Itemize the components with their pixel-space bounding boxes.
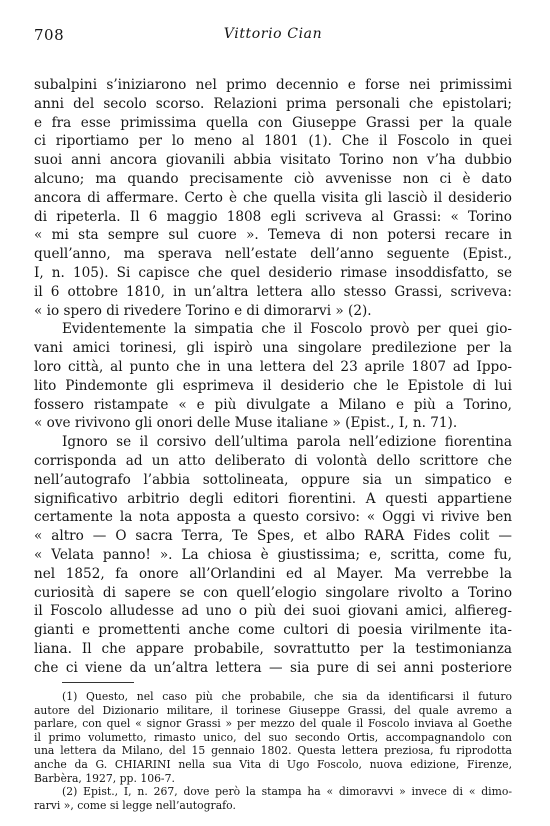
text-line: gianti e promettenti anche come cultori di poesia virilmente ita- [34,622,512,639]
page-number: 708 [34,26,65,44]
text-line: « Velata panno! ». La chiosa è giustissima; e, scritta, come fu, [34,546,512,563]
text-line: vani amici torinesi, gli ispirò una singolare predilezione per la [34,340,512,357]
footnotes [34,682,512,812]
text-line: nel 1852, fa onore all’Orlandini ed al Mayer. Ma verrebbe la [34,565,512,582]
text-line: Evidentemente la simpatia che il Foscolo provò per quei gio- [62,321,512,338]
text-line: e fra esse primissima quella con Giuseppe Grassi per la quale [34,114,512,131]
text-line: il 6 ottobre 1810, in un’altra lettera allo stesso Grassi, scriveva: [34,283,512,300]
text-line: il Foscolo alludesse ad uno o più dei suoi giovani amici, alfiereg- [34,603,512,620]
text-line: ci riportiamo per lo meno al 1801 (1). Che il Foscolo in quei [34,133,512,150]
text-line: fossero ristampate « e più divulgate a Milano e più a Torino, [34,396,512,413]
footnote-line: (2) Epist., I, n. 267, dove però la stampa ha « dimoravvi » invece di « dimo- [62,785,512,799]
text-line: anni del secolo scorso. Relazioni prima personali che epistolari; [34,95,512,112]
text-line: I, n. 105). Si capisce che quel desiderio rimase insoddisfatto, se [34,264,512,281]
footnote-rule [62,682,134,683]
text-line: « ove rivivono gli onori delle Muse italiane » (Epist., I, n. 71). [34,415,458,432]
footnote-line: (1) Questo, nel caso più che probabile, che sia da identificarsi il futuro [62,690,512,703]
text-line: subalpini s’iniziarono nel primo decennio e forse nei primissimi [34,77,512,93]
main-text [34,76,512,678]
text-line: corrisponda ad un atto deliberato di volontà dello scrittore che [34,452,512,469]
text-line: ancora di affermare. Certo è che quella visita gli lasciò il desiderio [34,189,512,206]
text-line: « io spero di rivedere Torino e di dimorarvi » (2). [34,302,372,319]
footnote-line: Barbèra, 1927, pp. 106-7. [34,771,175,785]
text-line: che ci viene da un’altra lettera — sia pure di sei anni posteriore [34,659,512,676]
footnote-line: rarvi », come si legge nell’autografo. [34,798,236,812]
text-line: di ripeterla. Il 6 maggio 1808 egli scriveva al Grassi: « Torino [34,208,512,225]
text-line: quell’anno, ma sperava nell’estate dell’anno seguente (Epist., [34,246,512,263]
text-line: loro città, al punto che in una lettera del 23 aprile 1807 ad Ippo- [34,358,512,375]
text-line: certamente la nota apposta a questo corsivo: « Oggi vi rivive ben [34,509,512,526]
footnote-line: una lettera da Milano, del 15 gennaio 1802. Questa lettera preziosa, fu riprodotta [34,744,512,758]
text-line: « altro — O sacra Terra, Te Spes, et albo RARA Fides colit — [34,528,512,545]
footnote-line: il primo volumetto, rimasto unico, del suo secondo Ortis, accompagnandolo con [34,730,512,744]
footnote-line: parlare, con quel « signor Grassi » per mezzo del quale il Foscolo inviava al Goethe [34,717,512,731]
running-head: Vittorio Cian [223,26,323,42]
text-line: curiosità di sapere se con quell’elogio singolare rivolto a Torino [34,584,512,601]
text-line: significativo arbitrio degli editori fiorentini. A questi appartiene [34,490,512,507]
text-line: lito Pindemonte gli esprimeva il desiderio che le Epistole di lui [34,377,512,394]
footnote-line: autore del Dizionario militare, il torinese Giuseppe Grassi, del quale avremo a [34,703,512,717]
text-line: Ignoro se il corsivo dell’ultima parola nell’edizione fiorentina [62,434,512,451]
text-line: nell’autografo l’abbia sottolineata, oppure sia un simpatico e [34,471,512,488]
text-line: « mi sta sempre sul cuore ». Temeva di non potersi recare in [34,227,512,244]
text-line: liana. Il che appare probabile, sovrattutto per la testimonianza [34,640,512,657]
footnote-line: anche da G. CHIARINI nella sua Vita di Ugo Foscolo, nuova edizione, Firenze, [34,757,512,771]
page-header [34,26,512,50]
text-line: suoi anni ancora giovanili abbia visitato Torino non v’ha dubbio [34,152,512,169]
text-line: alcuno; ma quando precisamente ciò avvenisse non ci è dato [34,170,512,187]
